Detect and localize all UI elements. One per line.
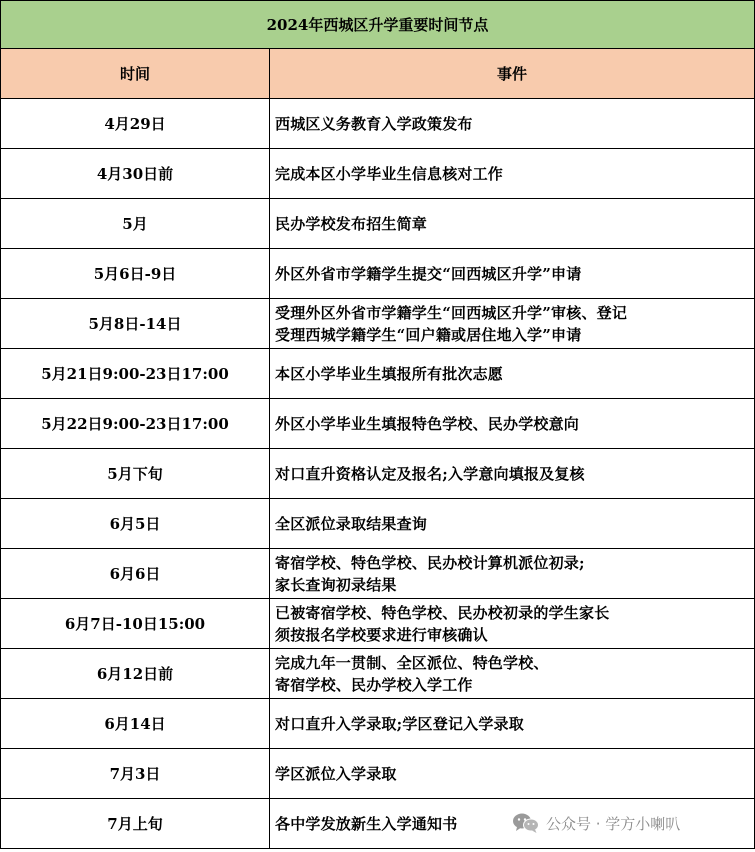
table-row <box>1 599 755 649</box>
time-cell: 5月22日9:00-23日17:00 <box>1 399 270 449</box>
event-line: 对口直升入学录取;学区登记入学录取 <box>275 714 524 733</box>
title-row <box>1 1 755 49</box>
event-line: 家长查询初录结果 <box>275 575 397 594</box>
wechat-icon <box>512 812 540 834</box>
event-cell <box>270 199 755 249</box>
table-row <box>1 699 755 749</box>
event-line: 西城区义务教育入学政策发布 <box>275 114 473 133</box>
table-row <box>1 299 755 349</box>
time-cell: 5月8日-14日 <box>1 299 270 349</box>
time-cell: 4月30日前 <box>1 149 270 199</box>
time-cell: 4月29日 <box>1 99 270 149</box>
event-line: 须按报名学校要求进行审核确认 <box>275 625 488 644</box>
event-cell <box>270 549 755 599</box>
time-cell: 5月21日9:00-23日17:00 <box>1 349 270 399</box>
event-line: 本区小学毕业生填报所有批次志愿 <box>275 364 504 383</box>
time-cell: 5月6日-9日 <box>1 249 270 299</box>
header-time: 时间 <box>1 49 270 99</box>
event-cell <box>270 599 755 649</box>
event-cell <box>270 349 755 399</box>
event-line: 全区派位录取结果查询 <box>275 514 428 533</box>
event-line: 民办学校发布招生简章 <box>275 214 428 233</box>
table-row <box>1 499 755 549</box>
table-row <box>1 649 755 699</box>
event-line: 已被寄宿学校、特色学校、民办校初录的学生家长 <box>275 603 610 622</box>
time-cell: 6月14日 <box>1 699 270 749</box>
event-cell <box>270 149 755 199</box>
event-line: 外区小学毕业生填报特色学校、民办学校意向 <box>275 414 580 433</box>
table-row <box>1 549 755 599</box>
table-row <box>1 199 755 249</box>
event-cell <box>270 699 755 749</box>
event-line: 寄宿学校、民办学校入学工作 <box>275 675 473 694</box>
table-row <box>1 99 755 149</box>
table-row <box>1 449 755 499</box>
table-row <box>1 249 755 299</box>
time-cell: 5月下旬 <box>1 449 270 499</box>
table-row <box>1 749 755 799</box>
event-line: 对口直升资格认定及报名;入学意向填报及复核 <box>275 464 585 483</box>
event-line: 完成本区小学毕业生信息核对工作 <box>275 164 504 183</box>
event-line: 学区派位入学录取 <box>275 764 397 783</box>
event-line: 受理西城学籍学生“回户籍或居住地入学”申请 <box>275 325 582 344</box>
table-row <box>1 149 755 199</box>
event-line: 各中学发放新生入学通知书 <box>275 814 458 833</box>
watermark <box>512 810 680 836</box>
table-row <box>1 399 755 449</box>
time-cell: 6月7日-10日15:00 <box>1 599 270 649</box>
table-title: 2024年西城区升学重要时间节点 <box>1 1 755 49</box>
event-line: 受理外区外省市学籍学生“回西城区升学”审核、登记 <box>275 303 628 322</box>
event-line: 寄宿学校、特色学校、民办校计算机派位初录; <box>275 553 585 572</box>
event-cell <box>270 399 755 449</box>
watermark-text: 公众号 · 学方小喇叭 <box>546 814 681 833</box>
event-cell <box>270 499 755 549</box>
event-line: 外区外省市学籍学生提交“回西城区升学”申请 <box>275 264 582 283</box>
event-cell <box>270 449 755 499</box>
time-cell: 7月上旬 <box>1 799 270 849</box>
event-cell <box>270 749 755 799</box>
event-line: 完成九年一贯制、全区派位、特色学校、 <box>275 653 549 672</box>
header-row <box>1 49 755 99</box>
table-row <box>1 349 755 399</box>
time-cell: 6月5日 <box>1 499 270 549</box>
time-cell: 6月6日 <box>1 549 270 599</box>
time-cell: 6月12日前 <box>1 649 270 699</box>
time-cell: 7月3日 <box>1 749 270 799</box>
event-cell <box>270 299 755 349</box>
event-cell <box>270 99 755 149</box>
header-event: 事件 <box>270 49 755 99</box>
time-cell: 5月 <box>1 199 270 249</box>
event-cell <box>270 649 755 699</box>
event-cell <box>270 249 755 299</box>
